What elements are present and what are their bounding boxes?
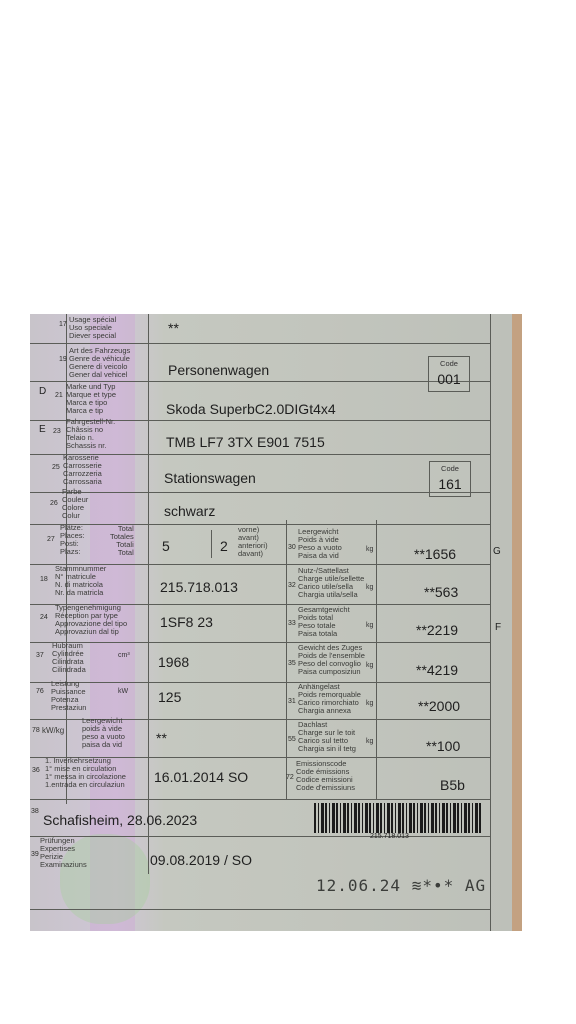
label-32: Nutz-/Sattellast Charge utile/sellette Carico utile/sella Chargia utila/sella bbox=[298, 566, 365, 599]
label-30: Leergewicht Poids à vide Peso a vuoto Paisa da vid bbox=[298, 527, 342, 560]
value-issue-place-date: Schafisheim, 28.06.2023 bbox=[43, 812, 198, 828]
label-72: Emissionscode Code émissions Codice emissioni Code d'emissiuns bbox=[296, 759, 355, 792]
label-55: Dachlast Charge sur le toit Carico sul tetto Chargia sin il tetg bbox=[298, 720, 356, 753]
value-make-model: Skoda SuperbC2.0DIGt4x4 bbox=[166, 401, 336, 417]
value-color: schwarz bbox=[164, 503, 216, 519]
barcode-number: 215.718.013 bbox=[370, 833, 409, 840]
value-trailer-load: **2000 bbox=[418, 698, 461, 714]
field-num-32: 32 bbox=[288, 582, 296, 589]
label-78-prefix: kW/kg bbox=[42, 726, 65, 735]
unit-kg-31: kg bbox=[366, 700, 374, 707]
margin-letter-d: D bbox=[39, 386, 47, 397]
value-gross-weight: **2219 bbox=[416, 622, 459, 638]
value-displacement: 1968 bbox=[158, 654, 190, 670]
value-seats-total: 5 bbox=[162, 538, 170, 554]
unit-kg-35: kg bbox=[366, 662, 374, 669]
field-num-38: 38 bbox=[31, 808, 39, 815]
label-27-totals: Total Totales Totali Total bbox=[110, 524, 134, 557]
code-box-body-type: Code 161 bbox=[429, 461, 471, 497]
margin-letter-g: G bbox=[493, 546, 501, 557]
value-payload: **563 bbox=[424, 584, 459, 600]
label-21: Marke und Typ Marque et type Marca e tipo Marca e tip bbox=[66, 382, 117, 415]
value-train-weight: **4219 bbox=[416, 662, 459, 678]
value-emission-code: B5b bbox=[440, 777, 465, 793]
value-power: 125 bbox=[158, 689, 182, 705]
value-inspection-date: 09.08.2019 / SO bbox=[150, 852, 252, 868]
value-registration-number: 215.718.013 bbox=[160, 579, 238, 595]
unit-kg-32: kg bbox=[366, 584, 374, 591]
field-num-76: 76 bbox=[36, 688, 44, 695]
label-31: Anhängelast Poids remorquable Carico rimorchiato Chargia annexa bbox=[298, 682, 361, 715]
field-num-25: 25 bbox=[52, 464, 60, 471]
label-25: Karosserie Carrosserie Carrozzeria Carrossaria bbox=[63, 453, 102, 486]
field-num-35: 35 bbox=[288, 660, 296, 667]
barcode bbox=[314, 803, 482, 833]
field-num-21: 21 bbox=[55, 392, 63, 399]
unit-kg-33: kg bbox=[366, 622, 374, 629]
field-num-24: 24 bbox=[40, 614, 48, 621]
field-num-36: 36 bbox=[32, 767, 40, 774]
field-num-17: 17 bbox=[59, 321, 67, 328]
label-23: Fahrgestell-Nr. Châssis no Telaio n. Schassis nr. bbox=[66, 417, 116, 450]
field-num-37: 37 bbox=[36, 652, 44, 659]
field-num-18: 18 bbox=[40, 576, 48, 583]
value-seats-front: 2 bbox=[220, 538, 228, 554]
label-27: Plätze: Places: Posti: Plazs: bbox=[60, 523, 85, 556]
field-num-55: 55 bbox=[288, 736, 296, 743]
label-26: Farbe Couleur Colore Colur bbox=[62, 487, 89, 520]
field-num-27: 27 bbox=[47, 536, 55, 543]
field-num-33: 33 bbox=[288, 620, 296, 627]
value-vehicle-type: Personenwagen bbox=[168, 362, 270, 378]
field-num-31: 31 bbox=[288, 698, 296, 705]
label-36: 1. Inverkehrsetzung 1° mise en circulation 1° messa in circolazione 1.entrada en circulaziun bbox=[45, 756, 126, 789]
label-18: Stammnummer N° matricule N. di matricola Nr. da matricla bbox=[55, 564, 107, 597]
value-first-registration: 16.01.2014 SO bbox=[154, 769, 249, 785]
value-usage: ** bbox=[168, 320, 179, 336]
unit-cm3: cm³ bbox=[118, 652, 130, 659]
unit-kg-30: kg bbox=[366, 546, 374, 553]
label-78: Leergewicht poids à vide peso a vuoto paisa da vid bbox=[82, 716, 125, 749]
label-35: Gewicht des Zuges Poids de l'ensemble Peso del convoglio Paisa cumposiziun bbox=[298, 643, 365, 676]
value-chassis-number: TMB LF7 3TX E901 7515 bbox=[166, 434, 325, 450]
value-body-type: Stationswagen bbox=[164, 470, 256, 486]
field-num-72: 72 bbox=[286, 774, 294, 781]
margin-letter-f: F bbox=[495, 622, 502, 633]
field-num-78: 78 bbox=[32, 727, 40, 734]
value-empty-weight: **1656 bbox=[414, 546, 457, 562]
document-photo bbox=[30, 314, 522, 931]
label-39: Prüfungen Expertises Perizie Examinaziuns bbox=[40, 836, 87, 869]
label-24: Typengenehmigung Réception par type Approvazione del tipo Approvaziun dal tip bbox=[55, 603, 128, 636]
label-27-front: vorne) avant) anteriori) davant) bbox=[238, 525, 268, 558]
field-num-26: 26 bbox=[50, 500, 58, 507]
label-19: Art des Fahrzeugs Genre de véhicule Genere di veicolo Gener dal vehicel bbox=[69, 346, 131, 379]
unit-kw: kW bbox=[118, 688, 129, 695]
code-box-vehicle-type: Code 001 bbox=[428, 356, 470, 392]
value-type-approval: 1SF8 23 bbox=[160, 614, 213, 630]
field-num-30: 30 bbox=[288, 544, 296, 551]
field-num-19: 19 bbox=[59, 356, 67, 363]
margin-letter-e: E bbox=[39, 424, 46, 435]
vehicle-registration-card bbox=[30, 314, 512, 931]
inspection-stamp: 12.06.24 ≋*•* AG bbox=[316, 876, 487, 895]
value-power-to-weight: ** bbox=[156, 730, 167, 746]
field-num-39: 39 bbox=[31, 851, 39, 858]
label-76: Leistung Puissance Potenza Prestaziun bbox=[51, 679, 87, 712]
label-33: Gesamtgewicht Poids total Peso totale Paisa totala bbox=[298, 605, 350, 638]
field-num-23: 23 bbox=[53, 428, 61, 435]
label-17: Usage spécial Uso speciale Diever special bbox=[69, 315, 117, 340]
value-roof-load: **100 bbox=[426, 738, 461, 754]
unit-kg-55: kg bbox=[366, 738, 374, 745]
label-37: Hubraum Cylindrée Cilindrata Cilindrada bbox=[52, 641, 86, 674]
